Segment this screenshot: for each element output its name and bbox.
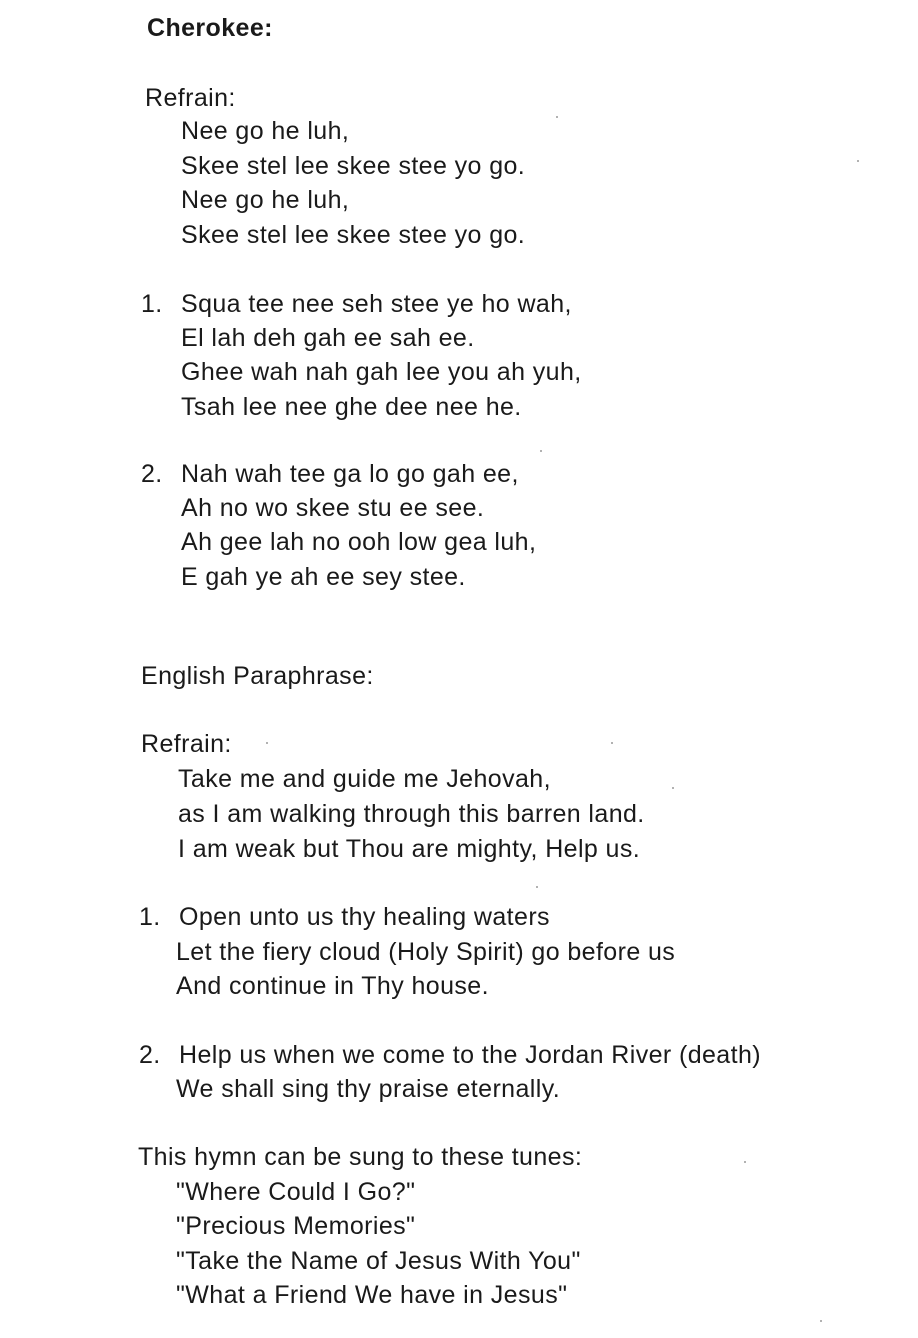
scan-speck	[611, 742, 613, 744]
cherokee-verse-2-first-line	[141, 459, 519, 489]
english-heading: English Paraphrase:	[141, 662, 374, 690]
tune-item: "What a Friend We have in Jesus"	[176, 1281, 568, 1309]
english-verse-1-line: And continue in Thy house.	[176, 972, 489, 1000]
cherokee-verse-1-line: Tsah lee nee ghe dee nee he.	[181, 393, 522, 421]
verse-line: Open unto us thy healing waters	[179, 903, 550, 931]
cherokee-verse-1-first-line	[141, 289, 572, 319]
verse-number: 2.	[139, 1041, 161, 1069]
cherokee-refrain-label: Refrain:	[145, 84, 236, 112]
scan-speck	[556, 116, 558, 118]
english-verse-1-first-line	[139, 902, 550, 932]
verse-line: Nah wah tee ga lo go gah ee,	[181, 460, 519, 488]
verse-number: 1.	[139, 903, 161, 931]
cherokee-verse-2-line: E gah ye ah ee sey stee.	[181, 563, 466, 591]
english-verse-1-line: Let the fiery cloud (Holy Spirit) go before us	[176, 938, 676, 966]
scan-speck	[266, 742, 268, 744]
english-refrain-line: as I am walking through this barren land.	[178, 800, 645, 828]
verse-number: 1.	[141, 290, 163, 318]
cherokee-refrain-line: Nee go he luh,	[181, 186, 350, 214]
tunes-intro: This hymn can be sung to these tunes:	[138, 1143, 583, 1171]
scan-speck	[820, 1320, 822, 1322]
tune-item: "Precious Memories"	[176, 1212, 416, 1240]
scan-speck	[857, 160, 859, 162]
cherokee-verse-1-line: El lah deh gah ee sah ee.	[181, 324, 475, 352]
scan-speck	[536, 886, 538, 888]
verse-number: 2.	[141, 460, 163, 488]
cherokee-refrain-line: Nee go he luh,	[181, 117, 350, 145]
scan-speck	[672, 787, 674, 789]
verse-line: Help us when we come to the Jordan River (death)	[179, 1041, 761, 1069]
cherokee-verse-2-line: Ah no wo skee stu ee see.	[181, 494, 485, 522]
english-refrain-line: Take me and guide me Jehovah,	[178, 765, 551, 793]
scan-speck	[540, 450, 542, 452]
english-verse-2-line: We shall sing thy praise eternally.	[176, 1075, 561, 1103]
tune-item: "Take the Name of Jesus With You"	[176, 1247, 581, 1275]
cherokee-verse-2-line: Ah gee lah no ooh low gea luh,	[181, 528, 537, 556]
cherokee-refrain-line: Skee stel lee skee stee yo go.	[181, 152, 526, 180]
cherokee-heading: Cherokee:	[147, 14, 273, 42]
verse-line: Squa tee nee seh stee ye ho wah,	[181, 290, 572, 318]
scan-speck	[744, 1161, 746, 1163]
cherokee-verse-1-line: Ghee wah nah gah lee you ah yuh,	[181, 358, 582, 386]
cherokee-refrain-line: Skee stel lee skee stee yo go.	[181, 221, 526, 249]
english-refrain-label: Refrain:	[141, 730, 232, 758]
english-refrain-line: I am weak but Thou are mighty, Help us.	[178, 835, 641, 863]
tune-item: "Where Could I Go?"	[176, 1178, 416, 1206]
english-verse-2-first-line	[139, 1040, 761, 1070]
